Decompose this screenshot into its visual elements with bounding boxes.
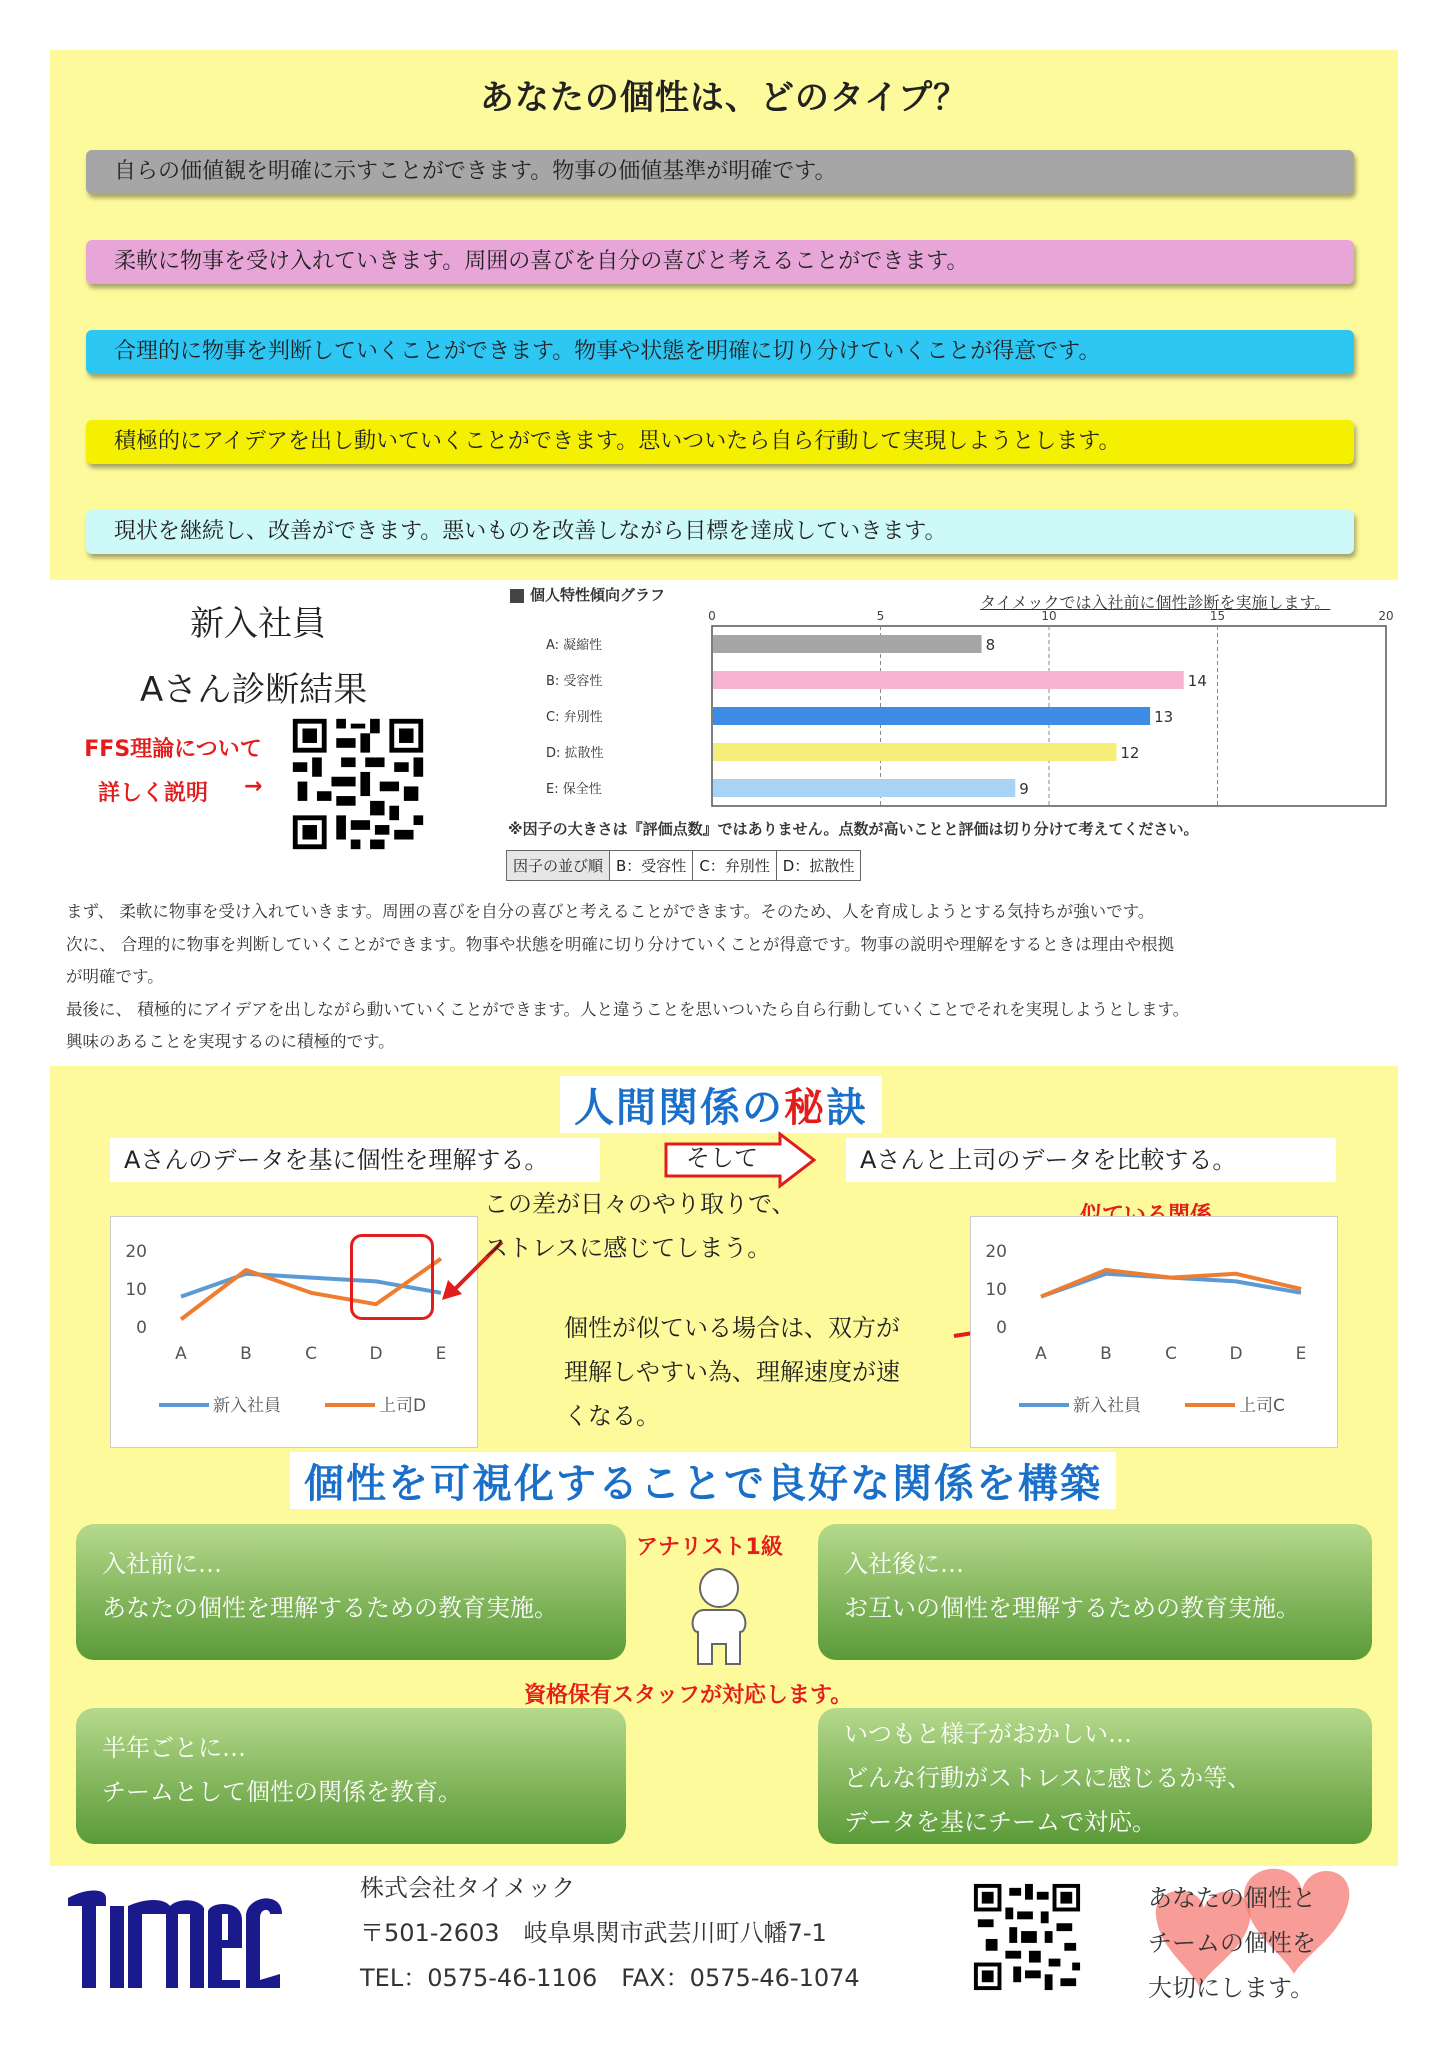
relations-heading-red: 秘 [784, 1085, 826, 1131]
line-y-tick-label: 20 [125, 1242, 147, 1262]
graph-note-top: タイメックでは入社前に個性診断を実施します。 [980, 593, 1331, 612]
bar-data-label: 13 [1154, 708, 1174, 726]
service-box-after-joining [818, 1524, 1372, 1660]
type-bar-e: 現状を継続し、改善ができます。悪いものを改善しながら目標を達成していきます。 [86, 510, 1354, 554]
legend-label: 新入社員 [1073, 1396, 1141, 1416]
factor-order-3: D：拡散性 [782, 857, 855, 875]
line-x-tick-label: B [1100, 1344, 1112, 1364]
legend-label: 新入社員 [213, 1396, 281, 1416]
result-title-line2: Aさん診断結果 [140, 670, 368, 710]
difference-highlight [350, 1234, 434, 1320]
type-bar-b: 柔軟に物事を受け入れていきます。周囲の喜びを自分の喜びと考えることができます。 [86, 240, 1354, 284]
ffs-link-label[interactable] [68, 728, 278, 816]
factor-order-table [506, 850, 861, 881]
similar-callout-line: 理解しやすい為、理解速度が速 [564, 1358, 900, 1386]
similar-callout-line: くなる。 [564, 1402, 660, 1430]
slogan [1148, 1876, 1316, 2011]
relations-heading-post: 訣 [826, 1085, 868, 1131]
left-step-label: Aさんのデータを基に個性を理解する。 [110, 1138, 600, 1182]
bar-mark [713, 635, 982, 653]
type-bar-c: 合理的に物事を判断していくことができます。物事や状態を明確に切り分けていくことが得意です。 [86, 330, 1354, 374]
service-box-half-year [76, 1708, 626, 1844]
service-box-line: 入社前に… [102, 1550, 222, 1578]
personality-bar-chart [506, 606, 1396, 812]
description-line: 次に、 合理的に物事を判断していくことができます。物事や状態を明確に切り分けていくことが得意です。物事の説明や理解をするときは理由や根拠 [66, 934, 1175, 954]
person-icon [684, 1566, 754, 1666]
graph-heading: 個人特性傾向グラフ [530, 586, 666, 604]
bar-category-label: B: 受容性 [546, 674, 603, 689]
bar-x-tick-label: 15 [1209, 609, 1226, 623]
bar-category-label: A: 凝縮性 [546, 638, 603, 653]
legend-label: 上司D [379, 1396, 427, 1416]
slogan-line: 大切にします。 [1148, 1974, 1315, 2002]
similar-line-chart [971, 1217, 1336, 1446]
bar-mark [713, 707, 1150, 725]
ffs-label-line2: 詳しく説明 [97, 781, 208, 806]
bar-mark [713, 743, 1116, 761]
ffs-qr-code[interactable] [288, 714, 428, 854]
bar-x-tick-label: 5 [876, 609, 885, 623]
graph-footnote: ※因子の大きさは『評価点数』ではありません。点数が高いことと評価は切り分けて考えてください。 [508, 820, 1199, 838]
line-x-tick-label: A [1035, 1344, 1047, 1364]
description-line: 最後に、 積極的にアイデアを出しながら動いていくことができます。人と違うことを思いついたら自ら行動していくことでそれを実現しようとします。 [66, 999, 1190, 1019]
difference-callout-line: ストレスに感じてしまう。 [484, 1234, 772, 1262]
difference-callout [484, 1182, 796, 1270]
visualize-heading: 個性を可視化することで良好な関係を構築 [290, 1452, 1116, 1509]
line-x-tick-label: D [369, 1344, 383, 1364]
difference-callout-line: この差が日々のやり取りで、 [484, 1190, 796, 1218]
service-box-line: どんな行動がストレスに感じるか等、 [844, 1764, 1252, 1792]
result-title-line1: 新入社員 [190, 604, 326, 644]
bar-data-label: 12 [1120, 744, 1140, 762]
line-x-tick-label: C [305, 1344, 317, 1364]
page-title: あなたの個性は、どのタイプ？ [479, 78, 969, 118]
service-box-before-joining [76, 1524, 626, 1660]
line-y-tick-label: 0 [136, 1318, 147, 1338]
line-y-tick-label: 20 [985, 1242, 1007, 1262]
line-y-tick-label: 0 [996, 1318, 1007, 1338]
description-line: が明確です。 [66, 967, 164, 986]
bar-data-label: 9 [1019, 780, 1029, 798]
factor-order-2: C：弁別性 [693, 851, 776, 880]
similar-callout [564, 1306, 900, 1438]
relations-heading-pre: 人間関係の [574, 1085, 784, 1131]
type-bar-a: 自らの価値観を明確に示すことができます。物事の価値基準が明確です。 [86, 150, 1354, 194]
bar-mark [713, 779, 1015, 797]
similar-line-chart-box [970, 1216, 1338, 1448]
company-name: 株式会社タイメック [360, 1874, 576, 1902]
bar-x-tick-label: 20 [1378, 609, 1394, 623]
bar-category-label: D: 拡散性 [546, 746, 604, 761]
bar-x-tick-label: 0 [708, 609, 716, 623]
factor-order-header: 因子の並び順 [507, 851, 610, 880]
service-box-line: 半年ごとに… [102, 1734, 246, 1762]
company-address: 〒501-2603 岐阜県関市武芸川町八幡7-1 [360, 1919, 827, 1947]
slogan-line: チームの個性を [1148, 1929, 1316, 1957]
service-box-unusual [818, 1708, 1372, 1844]
diagnosis-description [66, 896, 1406, 1059]
legend-label: 上司C [1239, 1396, 1285, 1416]
type-bar-d: 積極的にアイデアを出し動いていくことができます。思いついたら自ら行動して実現しようとします。 [86, 420, 1354, 464]
qualified-staff-note: 資格保有スタッフが対応します。 [524, 1683, 853, 1708]
company-phone-fax: TEL：0575-46-1106 FAX：0575-46-1074 [360, 1964, 860, 1992]
relations-panel [50, 1066, 1398, 1866]
bar-mark [713, 671, 1184, 689]
factor-order-1: B：受容性 [610, 851, 693, 880]
line-x-tick-label: E [435, 1344, 447, 1364]
ffs-arrow: → [244, 774, 263, 799]
bar-data-label: 14 [1187, 672, 1207, 690]
service-box-line: いつもと様子がおかしい… [844, 1720, 1132, 1748]
service-box-line: チームとして個性の関係を教育。 [102, 1778, 462, 1806]
line-x-tick-label: B [240, 1344, 252, 1364]
similar-callout-line: 個性が似ている場合は、双方が [564, 1314, 900, 1342]
company-qr-code[interactable] [970, 1880, 1084, 1994]
line-y-tick-label: 10 [985, 1280, 1007, 1300]
timec-logo [66, 1884, 286, 1992]
ffs-label-line1: FFS理論について [84, 737, 262, 762]
service-box-line: お互いの個性を理解するための教育実施。 [844, 1594, 1300, 1622]
description-line: まず、 柔軟に物事を受け入れていきます。周囲の喜びを自分の喜びと考えることができます。そのため、人を育成しようとする気持ちが強いです。 [66, 902, 1155, 921]
right-step-label: Aさんと上司のデータを比較する。 [846, 1138, 1336, 1182]
bar-category-label: E: 保全性 [546, 782, 602, 797]
analyst-grade: アナリスト1級 [636, 1535, 783, 1560]
bar-category-label: C: 弁別性 [546, 710, 603, 725]
line-x-tick-label: E [1295, 1344, 1307, 1364]
service-box-line: 入社後に… [844, 1550, 964, 1578]
then-arrow-label: そして [686, 1144, 758, 1172]
bar-data-label: 8 [985, 636, 996, 654]
types-panel [50, 50, 1398, 580]
relations-heading [560, 1076, 882, 1133]
bar-x-tick-label: 10 [1041, 609, 1057, 623]
slogan-line: あなたの個性と [1148, 1884, 1316, 1912]
line-x-tick-label: D [1229, 1344, 1243, 1364]
line-x-tick-label: C [1165, 1344, 1177, 1364]
service-box-line: あなたの個性を理解するための教育実施。 [102, 1594, 558, 1622]
line-y-tick-label: 10 [125, 1280, 147, 1300]
service-box-line: データを基にチームで対応。 [844, 1808, 1156, 1836]
line-x-tick-label: A [175, 1344, 187, 1364]
description-line: 興味のあることを実現するのに積極的です。 [66, 1032, 395, 1051]
company-info [360, 1866, 860, 2001]
